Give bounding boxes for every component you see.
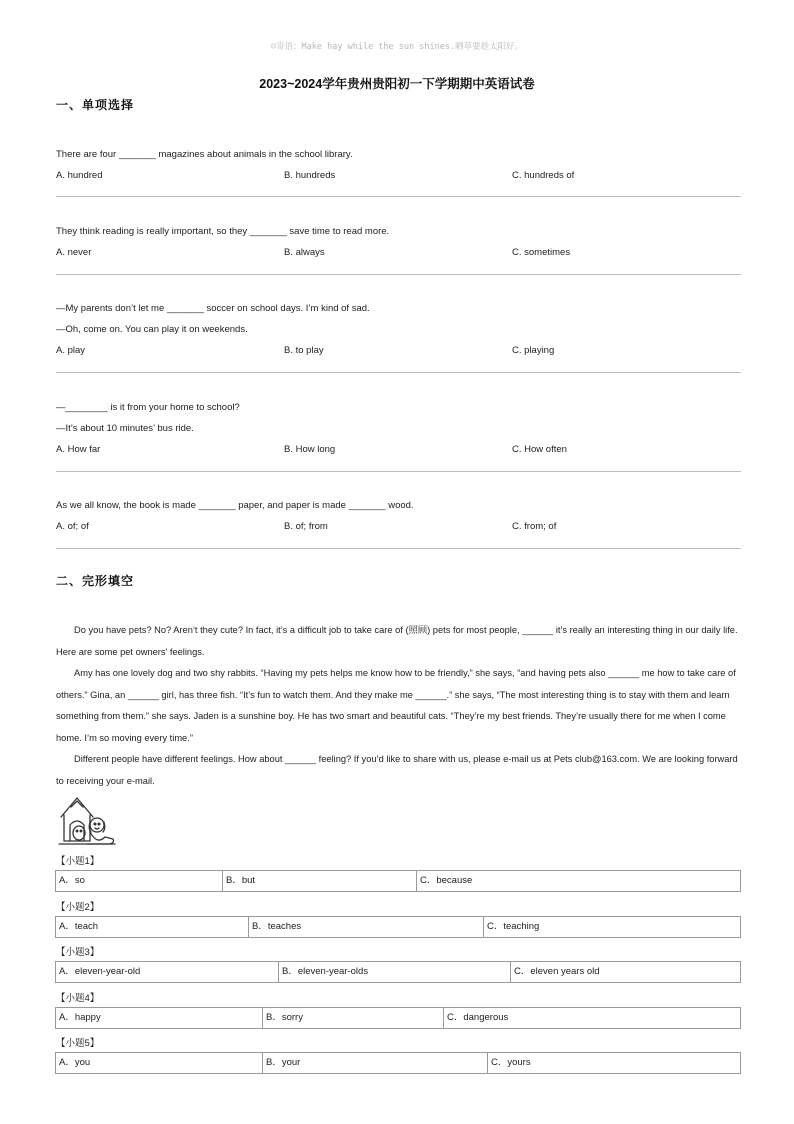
question-5-option-a[interactable]: A. of; of <box>56 521 89 532</box>
section-heading-single-choice: 一、单项选择 <box>56 98 135 112</box>
subquestion-5-option-b[interactable]: B．your <box>263 1053 488 1073</box>
subquestion-5-options <box>55 1052 741 1074</box>
subquestion-1-label: 【小题1】 <box>56 856 100 867</box>
subquestion-1-option-a[interactable]: A．so <box>56 871 223 891</box>
question-2-option-c[interactable]: C. sometimes <box>512 247 571 258</box>
subquestion-5-option-c[interactable]: C．yours <box>491 1057 531 1068</box>
question-2-option-a[interactable]: A. never <box>56 247 92 258</box>
passage-paragraph-3: Different people have different feelings. How about ______ feeling? If you’d like to share with us, please e-mail us at Pets club@163.com. We are looking forward to receiving your e-mail. <box>56 754 738 786</box>
question-3-option-b[interactable]: B. to play <box>284 345 324 356</box>
subquestion-3-option-a[interactable]: A．eleven-year-old <box>56 962 279 982</box>
subquestion-3-label: 【小题3】 <box>56 947 100 958</box>
question-4-option-a[interactable]: A. How far <box>56 444 101 455</box>
question-4-option-c[interactable]: C. How often <box>512 444 567 455</box>
subquestion-1-options <box>55 870 741 892</box>
subquestion-3-option-b[interactable]: B．eleven-year-olds <box>279 962 511 982</box>
section-heading-cloze: 二、完形填空 <box>56 574 135 588</box>
question-1-option-b[interactable]: B. hundreds <box>284 170 336 181</box>
question-3-option-a[interactable]: A. play <box>56 345 86 356</box>
question-3 <box>56 298 741 361</box>
question-3-stem-line-1: —My parents don’t let me _______ soccer on school days. I’m kind of sad. <box>56 303 370 314</box>
question-divider <box>56 471 741 472</box>
question-5-option-b[interactable]: B. of; from <box>284 521 328 532</box>
subquestion-5-option-a[interactable]: A．you <box>56 1053 263 1073</box>
question-5-stem: As we all know, the book is made _______ paper, and paper is made _______ wood. <box>56 500 414 511</box>
subquestion-4-option-c[interactable]: C．dangerous <box>447 1012 509 1023</box>
subquestion-1-option-b[interactable]: B．but <box>223 871 417 891</box>
subquestion-5-label: 【小题5】 <box>56 1038 100 1049</box>
subquestion-2-option-c[interactable]: C．teaching <box>487 921 540 932</box>
subquestion-4-option-b[interactable]: B．sorry <box>263 1008 444 1028</box>
doghouse-pets-illustration <box>57 795 117 847</box>
cloze-passage <box>56 620 741 792</box>
question-divider <box>56 372 741 373</box>
question-2 <box>56 221 741 263</box>
subquestion-4-option-a[interactable]: A．happy <box>56 1008 263 1028</box>
subquestion-4-options <box>55 1007 741 1029</box>
question-4 <box>56 397 741 460</box>
subquestion-4-label: 【小题4】 <box>56 993 100 1004</box>
passage-paragraph-2: Amy has one lovely dog and two shy rabbits. “Having my pets helps me know how to be friendly,” she says, “and having pets also ______ me how to take care of others.” Gina, an ______ girl, has three fish. “It’s fun to watch them. And they make me ______.” she says, “The most interesting thing is to stay with them and learn something from them.” she says. Jaden is a sunshine boy. He has two smart and beautiful cats. “They’re my best friends. They’re usually there for me when I come home. I’m so moving every time.” <box>56 668 736 743</box>
question-3-option-c[interactable]: C. playing <box>512 345 555 356</box>
question-5 <box>56 495 741 537</box>
question-3-stem-line-2: —Oh, come on. You can play it on weekends. <box>56 324 248 335</box>
question-divider <box>56 196 741 197</box>
subquestion-3-options <box>55 961 741 983</box>
question-4-stem-line-2: —It’s about 10 minutes’ bus ride. <box>56 423 194 434</box>
question-2-stem: They think reading is really important, so they _______ save time to read more. <box>56 226 390 237</box>
motto-watermark: ☺寄语：Make hay while the sun shines.晒草要趁太阳好。 <box>270 42 524 52</box>
question-5-option-c[interactable]: C. from; of <box>512 521 557 532</box>
question-1-option-c[interactable]: C. hundreds of <box>512 170 575 181</box>
subquestion-2-label: 【小题2】 <box>56 902 100 913</box>
question-4-stem-line-1: —________ is it from your home to school? <box>56 402 240 413</box>
subquestion-2-option-b[interactable]: B．teaches <box>249 917 484 937</box>
question-1-stem: There are four _______ magazines about animals in the school library. <box>56 149 353 160</box>
question-divider <box>56 548 741 549</box>
page-title: 2023~2024学年贵州贵阳初一下学期期中英语试卷 <box>259 77 535 91</box>
question-1 <box>56 144 741 186</box>
subquestion-1-option-c[interactable]: C．because <box>420 875 473 886</box>
subquestion-3-option-c[interactable]: C．eleven years old <box>514 966 600 977</box>
question-divider <box>56 274 741 275</box>
subquestion-2-option-a[interactable]: A．teach <box>56 917 249 937</box>
question-2-option-b[interactable]: B. always <box>284 247 325 258</box>
subquestion-2-options <box>55 916 741 938</box>
question-4-option-b[interactable]: B. How long <box>284 444 336 455</box>
passage-paragraph-1: Do you have pets? No? Aren’t they cute? In fact, it’s a difficult job to take care of (照顾) pets for most people, ______ it’s really an interesting thing in our daily life. Here are some pet owners’ feelings. <box>56 625 738 657</box>
question-1-option-a[interactable]: A. hundred <box>56 170 103 181</box>
